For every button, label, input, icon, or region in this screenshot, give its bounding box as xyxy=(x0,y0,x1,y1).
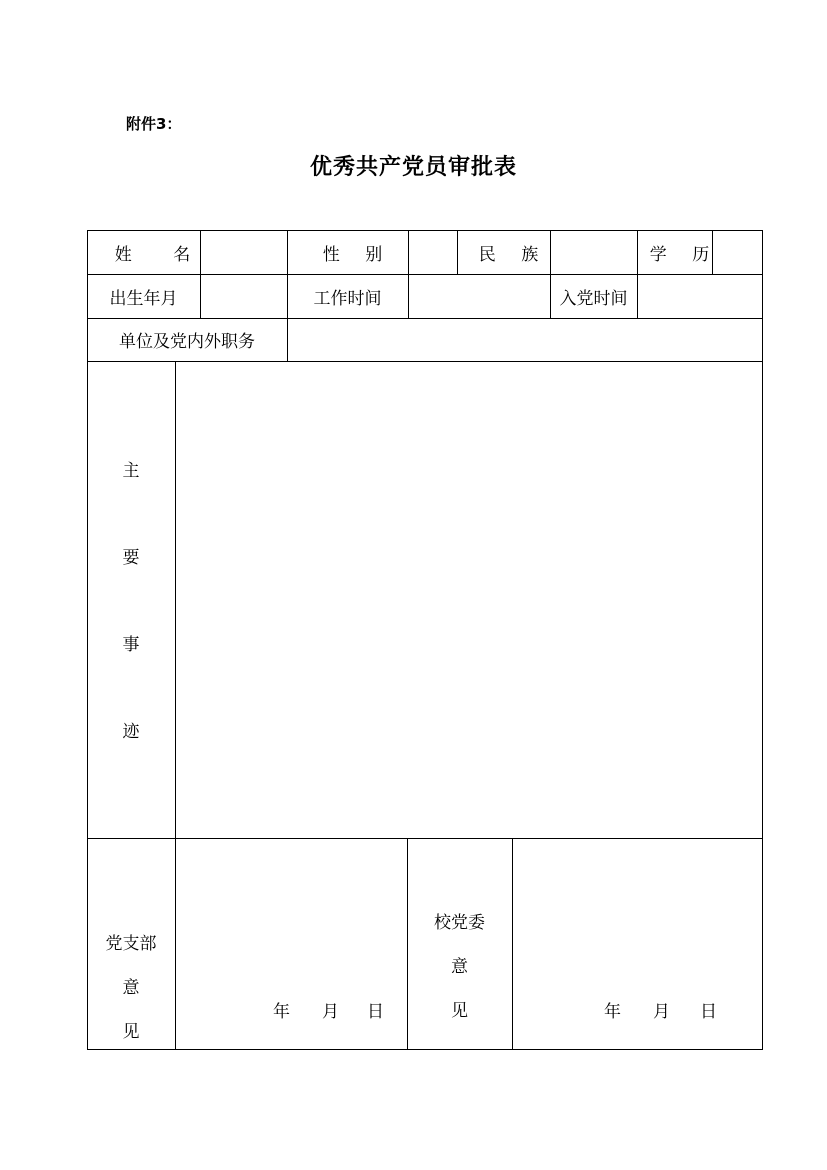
deeds-label-char: 事 xyxy=(122,635,140,655)
committee-opinion-label xyxy=(407,901,512,1033)
committee-opinion-line2: 意 见 xyxy=(451,957,486,1021)
ethnicity-label: 民 族 xyxy=(478,244,549,265)
page-title: 优秀共产党员审批表 xyxy=(309,154,517,180)
ethnicity-field[interactable] xyxy=(551,231,637,274)
branch-opinion-line2: 意 见 xyxy=(122,978,154,1042)
position-field[interactable] xyxy=(288,319,762,361)
committee-opinion-line1: 校党委 xyxy=(434,913,485,933)
deeds-field[interactable] xyxy=(176,362,762,838)
branch-opinion-label xyxy=(87,922,175,1054)
committee-date-month: 月 xyxy=(653,1002,670,1022)
branch-date-day: 日 xyxy=(367,1002,384,1022)
attachment-label: 附件3： xyxy=(126,115,182,133)
party-join-label: 入党时间 xyxy=(559,288,628,309)
name-field[interactable] xyxy=(201,231,287,274)
work-start-field[interactable] xyxy=(409,275,550,318)
table-border-bottom xyxy=(87,1049,763,1050)
committee-date-year: 年 xyxy=(604,1002,621,1022)
education-field[interactable] xyxy=(713,231,762,274)
name-label: 姓 名 xyxy=(114,244,209,265)
deeds-label-char: 要 xyxy=(122,548,140,568)
gender-field[interactable] xyxy=(409,231,457,274)
committee-date xyxy=(604,997,717,1022)
deeds-label-char: 迹 xyxy=(122,722,140,742)
birth-date-field[interactable] xyxy=(201,275,287,318)
branch-date-month: 月 xyxy=(322,1002,339,1022)
branch-date xyxy=(273,997,384,1022)
position-label: 单位及党内外职务 xyxy=(119,332,255,352)
education-label: 学 历 xyxy=(649,244,720,265)
deeds-label-char: 主 xyxy=(122,461,140,481)
work-start-label: 工作时间 xyxy=(313,288,382,309)
table-border-right xyxy=(762,230,763,1050)
gender-label: 性 别 xyxy=(322,244,393,265)
branch-opinion-line1: 党支部 xyxy=(105,934,157,954)
party-join-field[interactable] xyxy=(638,275,762,318)
approval-form-table xyxy=(87,230,763,1050)
committee-date-day: 日 xyxy=(700,1002,717,1022)
branch-date-year: 年 xyxy=(273,1002,290,1022)
birth-date-label: 出生年月 xyxy=(109,288,178,309)
